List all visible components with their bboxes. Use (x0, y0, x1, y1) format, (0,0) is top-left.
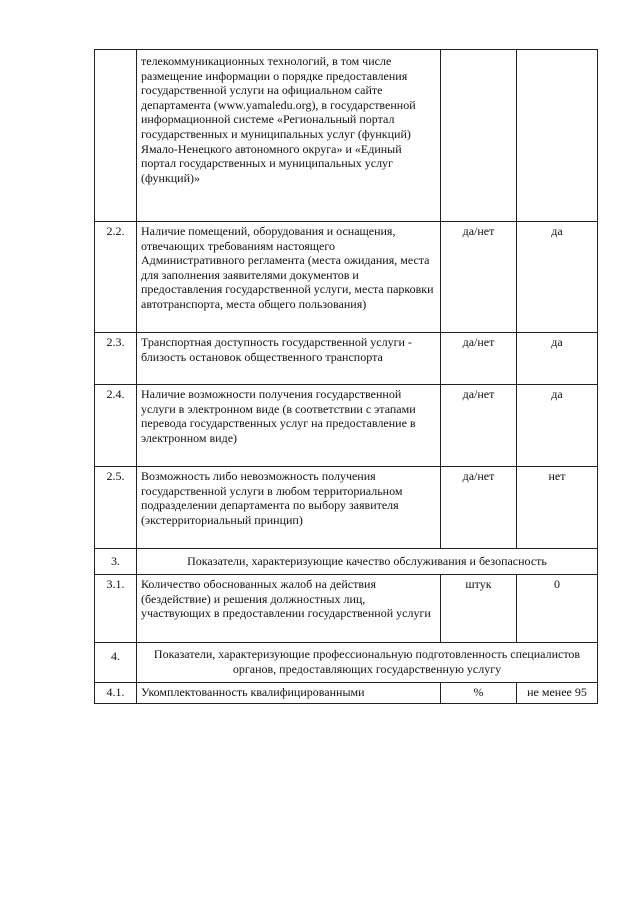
row-value (517, 50, 598, 222)
row-value: да (517, 333, 598, 385)
row-unit: да/нет (441, 222, 517, 333)
row-description: Транспортная доступность государственной услуги - близость остановок общественного транспорта (137, 333, 441, 385)
row-unit: штук (441, 575, 517, 643)
section-row (95, 643, 598, 683)
indicators-table (94, 49, 598, 704)
row-number: 2.5. (95, 467, 137, 549)
section-title: Показатели, характеризующие профессиональную подготовленность специалистов органов, предоставляющих государственную услугу (137, 643, 598, 683)
row-unit: % (441, 683, 517, 704)
row-unit: да/нет (441, 385, 517, 467)
row-description: Наличие возможности получения государственной услуги в электронном виде (в соответствии с этапами перевода государственных услуг на предоставление в электронном виде) (137, 385, 441, 467)
row-number (95, 50, 137, 222)
row-value: не менее 95 (517, 683, 598, 704)
table-row (95, 467, 598, 549)
row-description: Количество обоснованных жалоб на действия (бездействие) и решения должностных лиц, участвующих в предоставлении государственной услуги (137, 575, 441, 643)
section-number: 4. (95, 643, 137, 683)
row-unit: да/нет (441, 467, 517, 549)
row-value: нет (517, 467, 598, 549)
table-row (95, 50, 598, 222)
table-row (95, 683, 598, 704)
row-number: 4.1. (95, 683, 137, 704)
table-row (95, 385, 598, 467)
row-value: да (517, 385, 598, 467)
section-row (95, 549, 598, 575)
row-description: Наличие помещений, оборудования и оснащения, отвечающих требованиям настоящего Административного регламента (места ожидания, места для заполнения заявителями документов и предоставления государственной услуги, места парковки автотранспорта, места общего пользования) (137, 222, 441, 333)
row-unit (441, 50, 517, 222)
row-description: Укомплектованность квалифицированными (137, 683, 441, 704)
table-row (95, 222, 598, 333)
row-number: 3.1. (95, 575, 137, 643)
table-row (95, 575, 598, 643)
section-number: 3. (95, 549, 137, 575)
row-unit: да/нет (441, 333, 517, 385)
row-number: 2.2. (95, 222, 137, 333)
row-value: 0 (517, 575, 598, 643)
row-number: 2.3. (95, 333, 137, 385)
row-number: 2.4. (95, 385, 137, 467)
row-value: да (517, 222, 598, 333)
section-title: Показатели, характеризующие качество обслуживания и безопасность (137, 549, 598, 575)
table-row (95, 333, 598, 385)
row-description: телекоммуникационных технологий, в том числе размещение информации о порядке предоставления государственной услуги на официальном сайте департамента (www.yamaledu.org), в государственной информационной системе «Региональный портал государственных и муниципальных услуг (функций) Ямало-Ненецкого автономного округа» и «Единый портал государственных и муниципальных услуг (функций)» (137, 50, 441, 222)
row-description: Возможность либо невозможность получения государственной услуги в любом территориальном подразделении департамента по выбору заявителя (экстерриториальный принцип) (137, 467, 441, 549)
